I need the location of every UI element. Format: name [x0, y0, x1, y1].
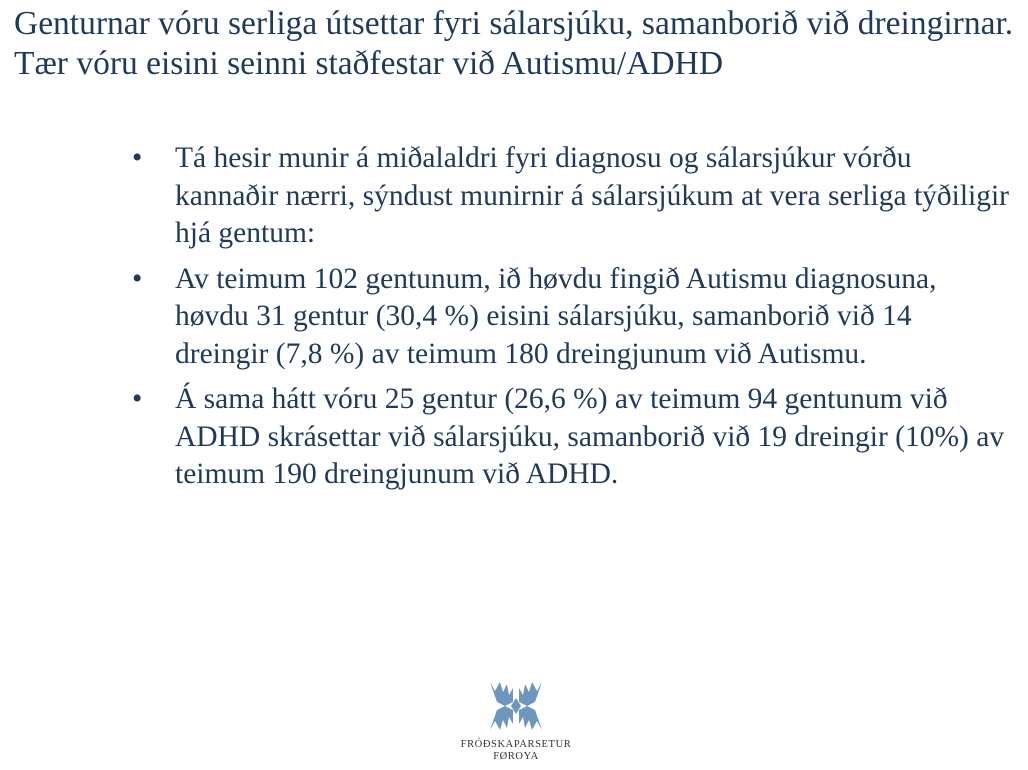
bullet-item: [132, 261, 1012, 374]
bullet-dot: •: [132, 383, 143, 415]
bullet-item: [132, 140, 1012, 253]
logo-text-line-1: FRÓÐSKAPARSETUR: [460, 739, 572, 750]
bullet-list: [132, 140, 1012, 502]
bullet-text: Tá hesir munir á miðalaldri fyri diagnosu og sálarsjúkur vórðu kannaðir nærri, sýndust munirnir á sálarsjúkum at vera serliga týðiligir hjá gentum:: [175, 142, 1010, 249]
bullet-text: Av teimum 102 gentunum, ið høvdu fingið Autismu diagnosuna, høvdu 31 gentur (30,4 %) eisini sálarsjúku, samanborið við 14 dreingir (7,8 %) av teimum 180 dreingjunum við Autismu.: [175, 262, 937, 370]
slide-title: Genturnar vóru serliga útsettar fyri sálarsjúku, samanborið við dreingirnar. Tær vóru eisini seinni staðfestar við Autismu/ADHD: [14, 5, 1014, 82]
bullet-item: [132, 381, 1012, 494]
bullet-dot: •: [132, 262, 143, 295]
university-logo: [448, 676, 584, 766]
bullet-dot: •: [132, 142, 143, 174]
logo-text-line-2: FØROYA: [493, 751, 539, 762]
bullet-text: Á sama hátt vóru 25 gentur (26,6 %) av teimum 94 gentunum við ADHD skrásettar við sálarsjúku, samanborið við 19 dreingir (10%) av teimum 190 dreingjunum við ADHD.: [175, 383, 1005, 490]
university-logo-icon: [486, 676, 546, 736]
